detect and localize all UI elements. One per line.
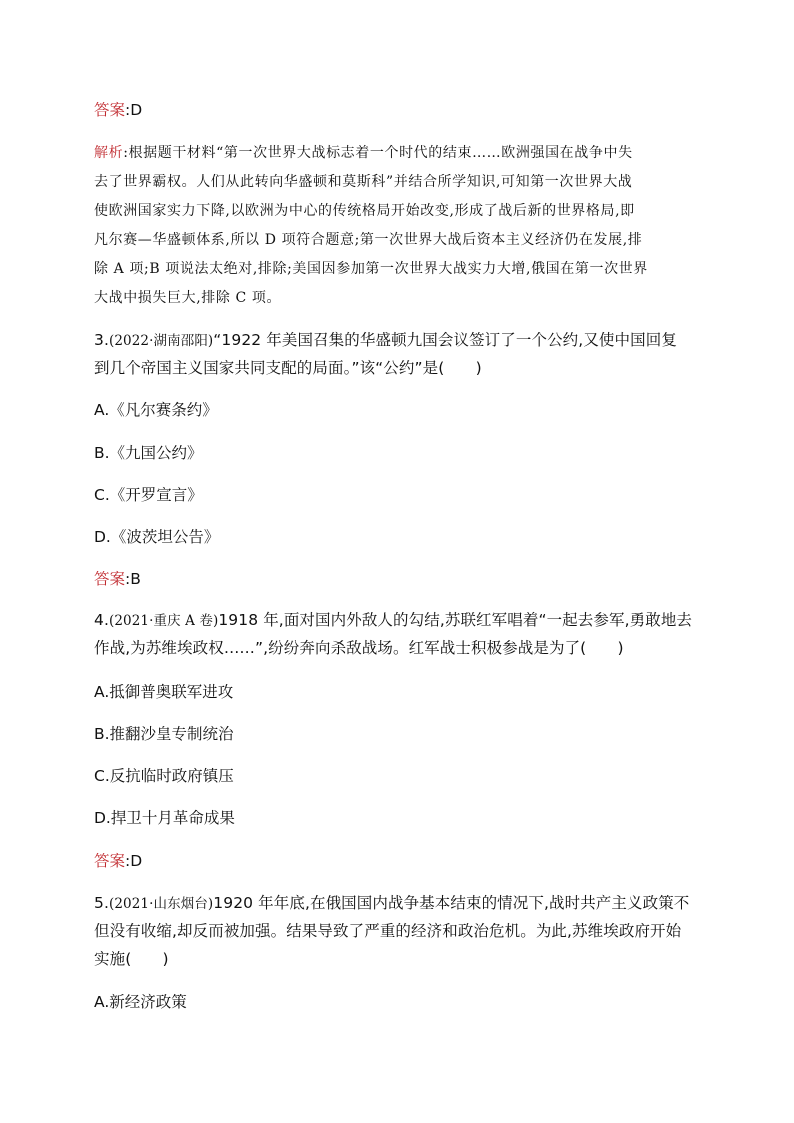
q4-answer (94, 851, 142, 871)
question-number: 4. (94, 611, 109, 629)
q4-option-d: D.捍卫十月革命成果 (94, 809, 235, 827)
question-source: (2021·山东烟台) (109, 896, 214, 912)
q3-option-c: C.《开罗宣言》 (94, 486, 203, 504)
q3-stem-line2: 到几个帝国主义国家共同支配的局面。”该“公约”是( ) (94, 359, 482, 377)
q3-answer (94, 569, 141, 589)
answer-label: 答案 (94, 570, 126, 588)
q2-answer (94, 100, 142, 120)
answer-value: :B (125, 570, 141, 588)
answer-label: 答案 (94, 101, 126, 119)
q5-option-a: A.新经济政策 (94, 993, 187, 1011)
q4-stem: 4.(2021·重庆 A 卷)1918 年,面对国内外敌人的勾结,苏联红军唱着“一起去参军,勇敢地去 (94, 611, 693, 629)
answer-value: :D (125, 101, 143, 119)
answer-value: :D (125, 852, 143, 870)
q2-analysis-line: 大战中损失巨大,排除 C 项。 (94, 290, 282, 306)
q4-option-a: A.抵御普奥联军进攻 (94, 683, 234, 701)
q2-analysis-line: 去了世界霸权。人们从此转向华盛顿和莫斯科”并结合所学知识,可知第一次世界大战 (94, 174, 633, 190)
answer-label: 答案 (94, 852, 126, 870)
q3-option-a: A.《凡尔赛条约》 (94, 401, 218, 419)
q2-analysis-line: 凡尔赛—华盛顿体系,所以 D 项符合题意;第一次世界大战后资本主义经济仍在发展,排 (94, 232, 643, 248)
q2-analysis-line: 使欧洲国家实力下降,以欧洲为中心的传统格局开始改变,形成了战后新的世界格局,即 (94, 203, 635, 219)
q3-option-b: B.《九国公约》 (94, 444, 203, 462)
q2-analysis-line: 解析:根据题干材料“第一次世界大战标志着一个时代的结束……欧洲强国在战争中失 (94, 145, 633, 161)
q5-stem-line2: 但没有收缩,却反而被加强。结果导致了严重的经济和政治危机。为此,苏维埃政府开始 (94, 922, 682, 940)
question-source: (2022·湖南邵阳) (109, 333, 214, 349)
q5-stem-line3: 实施( ) (94, 950, 169, 968)
q4-stem-line2: 作战,为苏维埃政权……”,纷纷奔向杀敌战场。红军战士积极参战是为了( ) (94, 639, 624, 657)
q2-analysis-line: 除 A 项;B 项说法太绝对,排除;美国因参加第一次世界大战实力大增,俄国在第一次世界 (94, 261, 648, 277)
question-number: 5. (94, 894, 109, 912)
question-source: (2021·重庆 A 卷) (109, 613, 219, 629)
q3-stem: 3.(2022·湖南邵阳)“1922 年美国召集的华盛顿九国会议签订了一个公约,又使中国回复 (94, 331, 677, 349)
q4-option-b: B.推翻沙皇专制统治 (94, 725, 234, 743)
q5-stem: 5.(2021·山东烟台)1920 年年底,在俄国国内战争基本结束的情况下,战时共产主义政策不 (94, 894, 690, 912)
question-number: 3. (94, 331, 109, 349)
q3-option-d: D.《波茨坦公告》 (94, 528, 220, 546)
analysis-label: 解析 (94, 145, 124, 161)
q4-option-c: C.反抗临时政府镇压 (94, 767, 234, 785)
